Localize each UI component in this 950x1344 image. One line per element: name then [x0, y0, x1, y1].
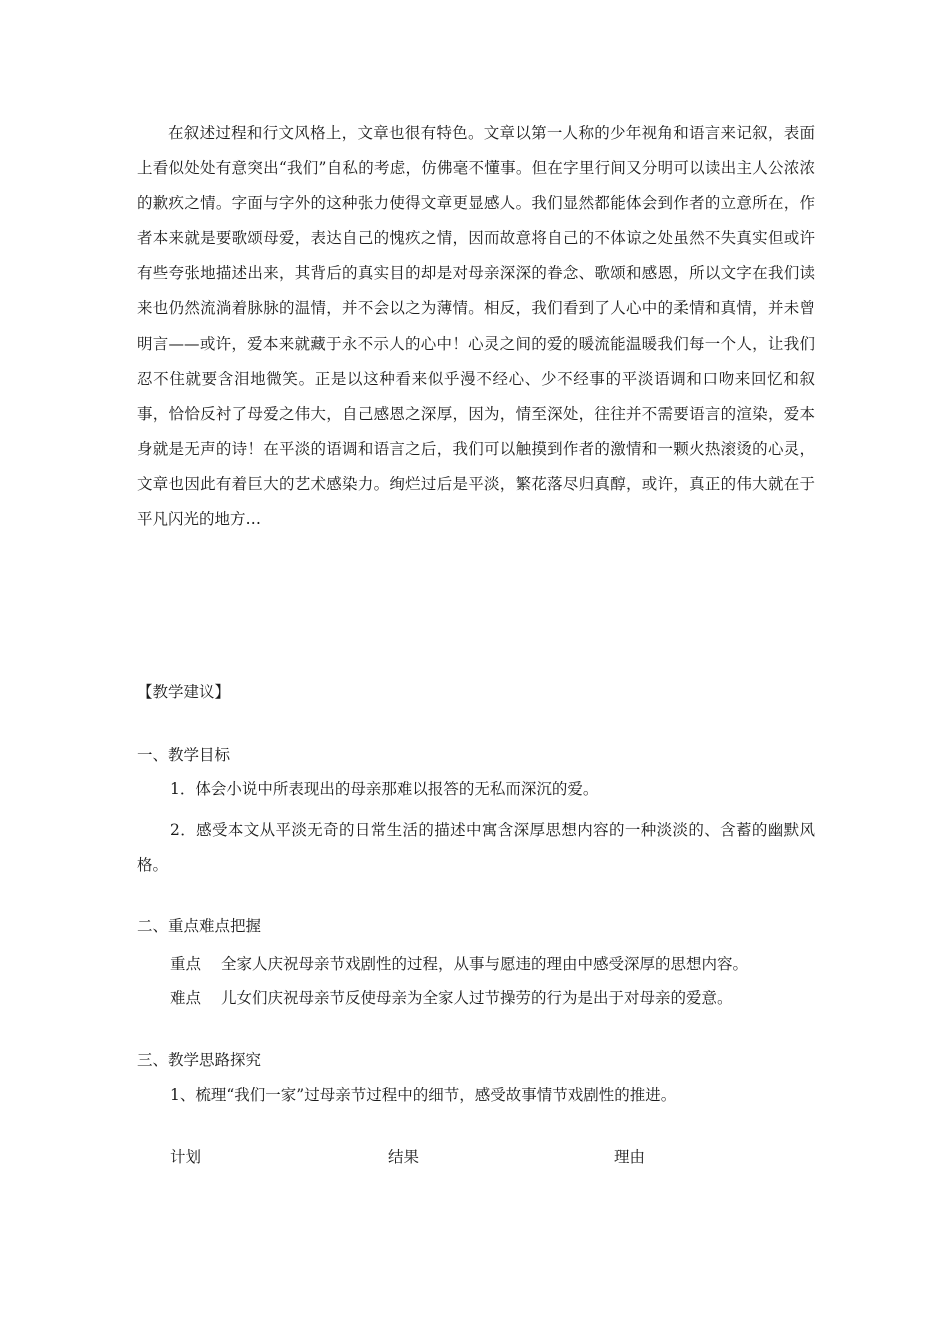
key-point-text: 全家人庆祝母亲节戏剧性的过程，从事与愿违的理由中感受深厚的思想内容。	[221, 955, 749, 973]
section-teaching-goals-title: 一、教学目标	[137, 746, 231, 764]
difficulty-text: 儿女们庆祝母亲节反使母亲为全家人过节操劳的行为是出于对母亲的爱意。	[221, 989, 733, 1007]
key-point-label: 重点	[170, 955, 202, 973]
section-key-difficulty-title: 二、重点难点把握	[137, 917, 262, 935]
difficulty-line	[170, 987, 733, 1009]
key-point-line	[170, 953, 748, 975]
teaching-goal-item-2: 2．感受本文从平淡无奇的日常生活的描述中寓含深厚思想内容的一种淡淡的、含蓄的幽默风格。	[137, 821, 815, 875]
difficulty-label: 难点	[170, 989, 202, 1007]
column-header-result: 结果	[388, 1148, 420, 1166]
teaching-approach-item-1: 1、梳理“我们一家”过母亲节过程中的细节，感受故事情节戏剧性的推进。	[170, 1086, 677, 1104]
section-teaching-approach-title: 三、教学思路探究	[137, 1051, 262, 1069]
intro-paragraph: 在叙述过程和行文风格上，文章也很有特色。文章以第一人称的少年视角和语言来记叙，表面上看似处处有意突出“我们”自私的考虑，仿佛毫不懂事。但在字里行间又分明可以读出主人公浓浓的歉疚之情。字面与字外的这种张力使得文章更显感人。我们显然都能体会到作者的立意所在，作者本来就是要歌颂母爱，表达自己的愧疚之情，因而故意将自己的不体谅之处虽然不失真实但或许有些夸张地描述出来，其背后的真实目的却是对母亲深深的眷念、歌颂和感恩，所以文字在我们读来也仍然流淌着脉脉的温情，并不会以之为薄情。相反，我们看到了人心中的柔情和真情，并未曾明言——或许，爱本来就藏于永不示人的心中！心灵之间的爱的暖流能温暖我们每一个人，让我们忍不住就要含泪地微笑。正是以这种看来似乎漫不经心、少不经事的平淡语调和口吻来回忆和叙事，恰恰反衬了母爱之伟大，自己感恩之深厚，因为，情至深处，往往并不需要语言的渲染，爱本身就是无声的诗！在平淡的语调和语言之后，我们可以触摸到作者的激情和一颗火热滚烫的心灵，文章也因此有着巨大的艺术感染力。绚烂过后是平淡，繁花落尽归真醇，或许，真正的伟大就在于平凡闪光的地方…	[137, 124, 815, 529]
teaching-goal-item-1: 1．体会小说中所表现出的母亲那难以报答的无私而深沉的爱。	[170, 780, 599, 798]
teaching-suggestions-heading: 【教学建议】	[137, 683, 231, 701]
column-header-plan: 计划	[170, 1148, 202, 1166]
column-header-reason: 理由	[614, 1148, 646, 1166]
